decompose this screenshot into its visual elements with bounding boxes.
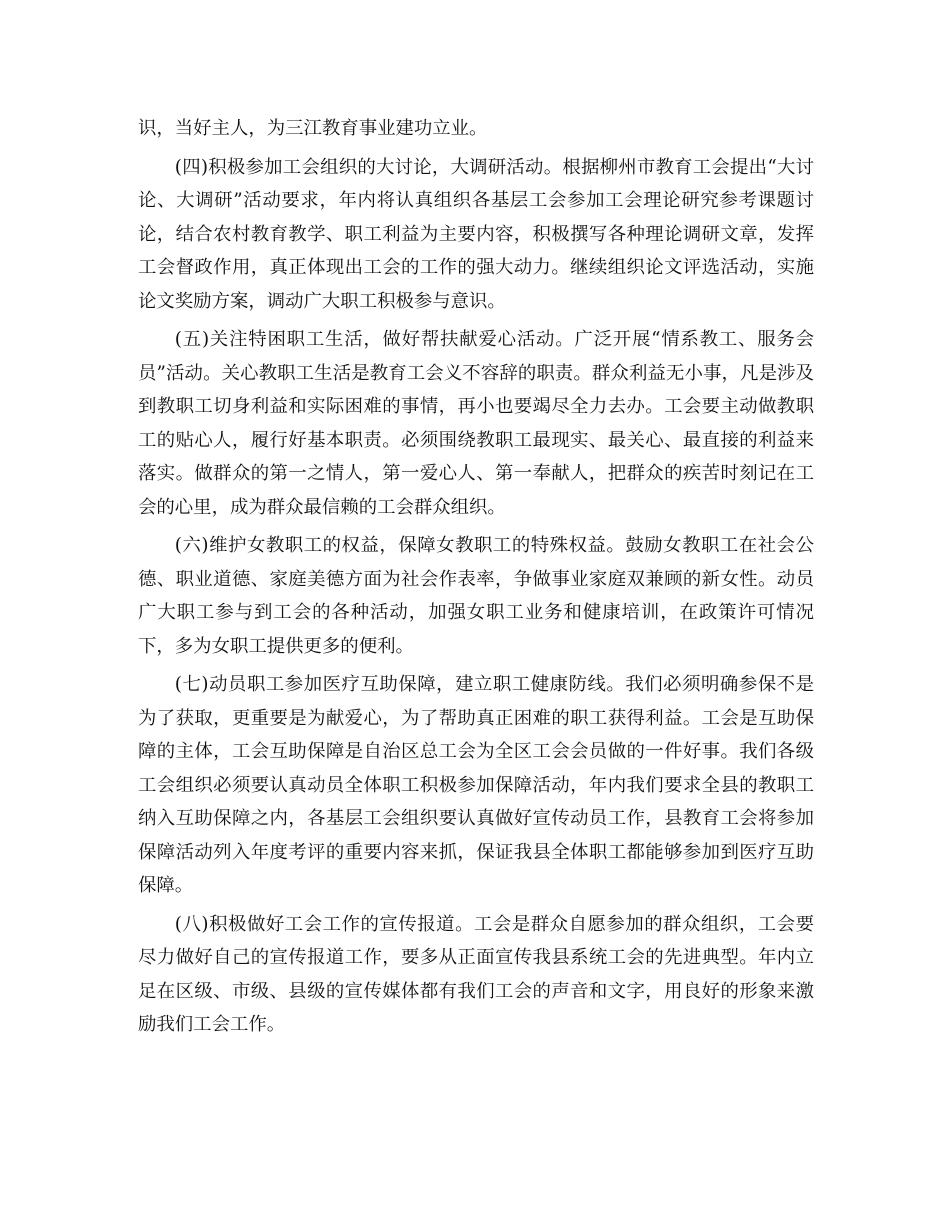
paragraph-section-6: (六)维护女教职工的权益，保障女教职工的特殊权益。鼓励女教职工在社会公德、职业道德、家庭美德方面为社会作表率，争做事业家庭双兼顾的新女性。动员广大职工参与到工会的各种活动，加强女职工业务和健康培训，在政策许可情况下，多为女职工提供更多的便利。 xyxy=(138,535,814,657)
paragraph-section-5: (五)关注特困职工生活，做好帮扶献爱心活动。广泛开展“情系教工、服务会员”活动。关心教职工生活是教育工会义不容辞的职责。群众利益无小事，凡是涉及到教职工切身利益和实际困难的事情，再小也要竭尽全力去办。工会要主动做教职工的贴心人，履行好基本职责。必须围绕教职工最现实、最关心、最直接的利益来落实。做群众的第一之情人，第一爱心人、第一奉献人，把群众的疾苦时刻记在工会的心里，成为群众最信赖的工会群众组织。 xyxy=(138,329,814,518)
paragraph-section-4: (四)积极参加工会组织的大讨论，大调研活动。根据柳州市教育工会提出“大讨论、大调研”活动要求，年内将认真组织各基层工会参加工会理论研究参考课题讨论，结合农村教育教学、职工利益为主要内容，积极撰写各种理论调研文章，发挥工会督政作用，真正体现出工会的工作的强大动力。继续组织论文评选活动，实施论文奖励方案，调动广大职工积极参与意识。 xyxy=(138,156,814,312)
paragraph-section-7: (七)动员职工参加医疗互助保障，建立职工健康防线。我们必须明确参保不是为了获取，更重要是为献爱心，为了帮助真正困难的职工获得利益。工会是互助保障的主体，工会互助保障是自治区总工会为全区工会会员做的一件好事。我们各级工会组织必须要认真动员全体职工积极参加保障活动，年内我们要求全县的教职工纳入互助保障之内，各基层工会组织要认真做好宣传动员工作，县教育工会将参加保障活动列入年度考评的重要内容来抓，保证我县全体职工都能够参加到医疗互助保障。 xyxy=(138,674,814,896)
paragraph-continuation: 识，当好主人，为三江教育事业建功立业。 xyxy=(138,118,488,139)
document-body xyxy=(138,112,814,1047)
paragraph-section-8: (八)积极做好工会工作的宣传报道。工会是群众自愿参加的群众组织，工会要尽力做好自己的宣传报道工作，要多从正面宣传我县系统工会的先进典型。年内立足在区级、市级、县级的宣传媒体都有我们工会的声音和文字，用良好的形象来激励我们工会工作。 xyxy=(138,913,814,1035)
